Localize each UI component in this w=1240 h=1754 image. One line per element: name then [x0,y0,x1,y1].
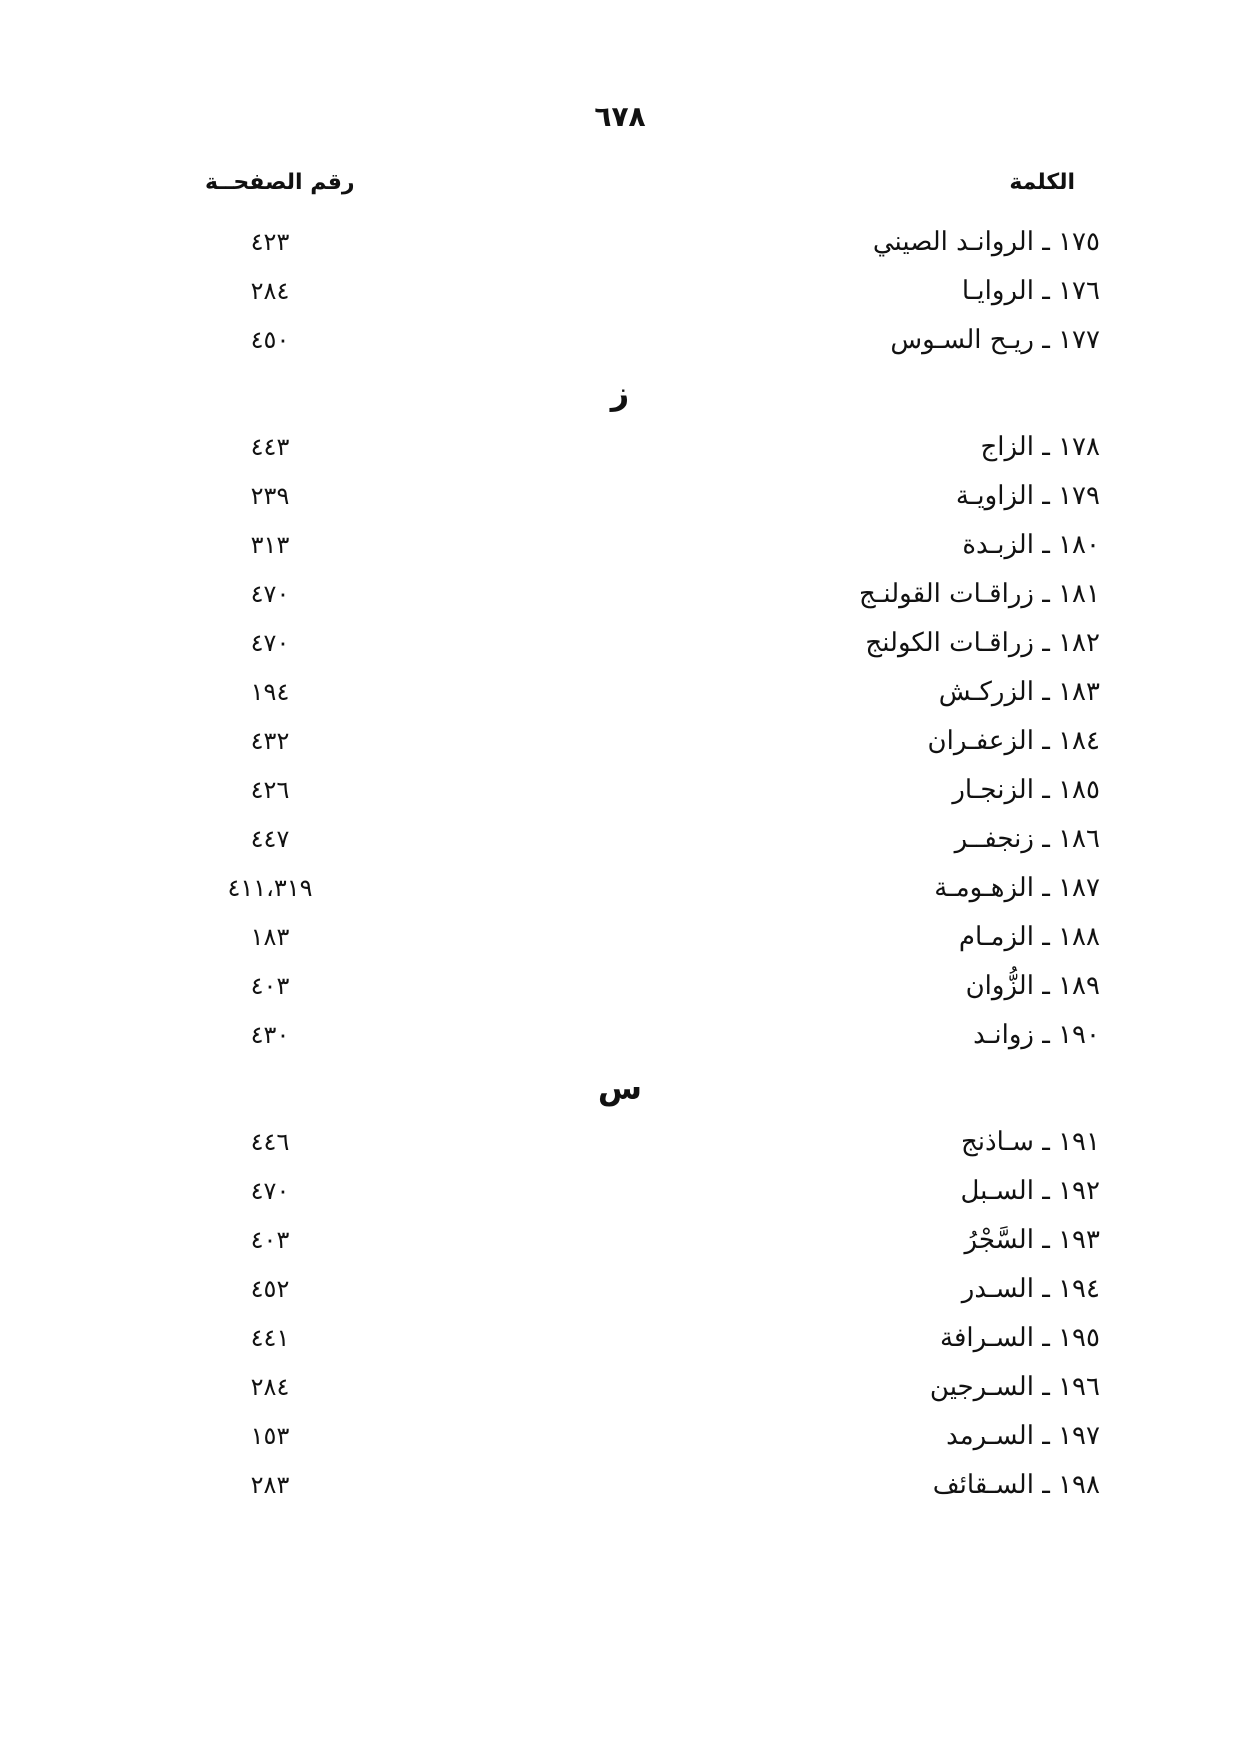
entry-word: ١٨٦ ـ زنجفــر [954,824,1100,854]
entry-page-number: ٤٧٠ [250,580,290,608]
entry-page-number: ٤٢٦ [250,776,290,804]
entry-word: ١٨٩ ـ الزُّوان [965,971,1100,1001]
entry-page-number: ٤٠٣ [250,1226,290,1254]
entry-page-number: ٤١١،٣١٩ [227,874,313,902]
entry-word: ١٨٤ ـ الزعفـران [927,726,1100,756]
index-entry [0,320,1240,369]
entry-word: ١٩٥ ـ السـرافة [940,1323,1100,1353]
entry-page-number: ٤٠٣ [250,972,290,1000]
section-letter-heading: ز [610,374,630,412]
entry-word: ١٩٧ ـ السـرمد [946,1421,1100,1451]
entry-word: ١٩٠ ـ زوانـد [973,1020,1100,1050]
entry-word: ١٨٢ ـ زراقـات الكولنج [865,628,1100,658]
entry-page-number: ٤٧٠ [250,629,290,657]
entry-page-number: ٤٣٠ [250,1021,290,1049]
entry-word: ١٩١ ـ سـاذنج [961,1127,1100,1157]
entry-word: ١٧٦ ـ الروايـا [961,276,1100,306]
entry-page-number: ٤٤١ [250,1324,290,1352]
entry-page-number: ٢٨٤ [250,277,290,305]
index-entry [0,721,1240,770]
entry-page-number: ٤٤٧ [250,825,290,853]
entry-word: ١٩٤ ـ السـدر [961,1274,1100,1304]
index-entry [0,623,1240,672]
index-entry [0,868,1240,917]
entry-word: ١٨٧ ـ الزهـومـة [934,873,1100,903]
entry-page-number: ٢٨٣ [250,1471,290,1499]
entry-page-number: ١٩٤ [250,678,290,706]
index-entry [0,917,1240,966]
index-entry [0,1171,1240,1220]
page-number: ٦٧٨ [594,100,646,133]
entry-page-number: ١٨٣ [250,923,290,951]
entry-word: ١٧٧ ـ ريـح السـوس [890,325,1100,355]
entry-page-number: ٢٨٤ [250,1373,290,1401]
entry-word: ١٧٥ ـ الروانـد الصيني [872,227,1100,257]
index-entry [0,427,1240,476]
index-entry [0,574,1240,623]
index-entry [0,1465,1240,1514]
entry-word: ١٨٠ ـ الزبـدة [962,530,1100,560]
index-entry [0,222,1240,271]
entry-word: ١٧٨ ـ الزاج [980,432,1100,462]
word-column-header: الكلمة [1009,170,1075,195]
entry-page-number: ٤٢٣ [250,228,290,256]
entry-page-number: ٣١٣ [250,531,290,559]
entry-word: ١٨٥ ـ الزنجـار [952,775,1100,805]
index-entry [0,1367,1240,1416]
index-entry [0,1416,1240,1465]
index-entry [0,1318,1240,1367]
page-column-header: رقم الصفحــة [205,170,355,195]
entry-page-number: ٤٥٢ [250,1275,290,1303]
index-entry [0,819,1240,868]
entry-word: ١٩٨ ـ السـقائف [932,1470,1100,1500]
index-entry [0,1122,1240,1171]
entry-page-number: ١٥٣ [250,1422,290,1450]
index-entry [0,1220,1240,1269]
entry-word: ١٩٦ ـ السـرجين [929,1372,1100,1402]
entry-word: ١٨٣ ـ الزركـش [938,677,1100,707]
entry-page-number: ٤٥٠ [250,326,290,354]
entry-page-number: ٢٣٩ [250,482,290,510]
entry-word: ١٩٢ ـ السـبل [960,1176,1100,1206]
section-letter-heading: س [597,1069,643,1107]
entry-page-number: ٤٧٠ [250,1177,290,1205]
entry-page-number: ٤٣٢ [250,727,290,755]
entry-page-number: ٤٤٦ [250,1128,290,1156]
index-entry [0,1269,1240,1318]
index-entry [0,966,1240,1015]
index-entry [0,476,1240,525]
entry-word: ١٩٣ ـ السَّجْرُ [964,1225,1100,1255]
entry-page-number: ٤٤٣ [250,433,290,461]
entry-word: ١٧٩ ـ الزاويـة [955,481,1100,511]
index-entry [0,770,1240,819]
entry-word: ١٨١ ـ زراقـات القولنـج [859,579,1100,609]
column-header-row [0,170,1240,210]
index-entry [0,672,1240,721]
index-entries [0,222,1240,1514]
entry-word: ١٨٨ ـ الزمـام [958,922,1100,952]
index-entry [0,525,1240,574]
index-entry [0,1015,1240,1064]
index-entry [0,271,1240,320]
